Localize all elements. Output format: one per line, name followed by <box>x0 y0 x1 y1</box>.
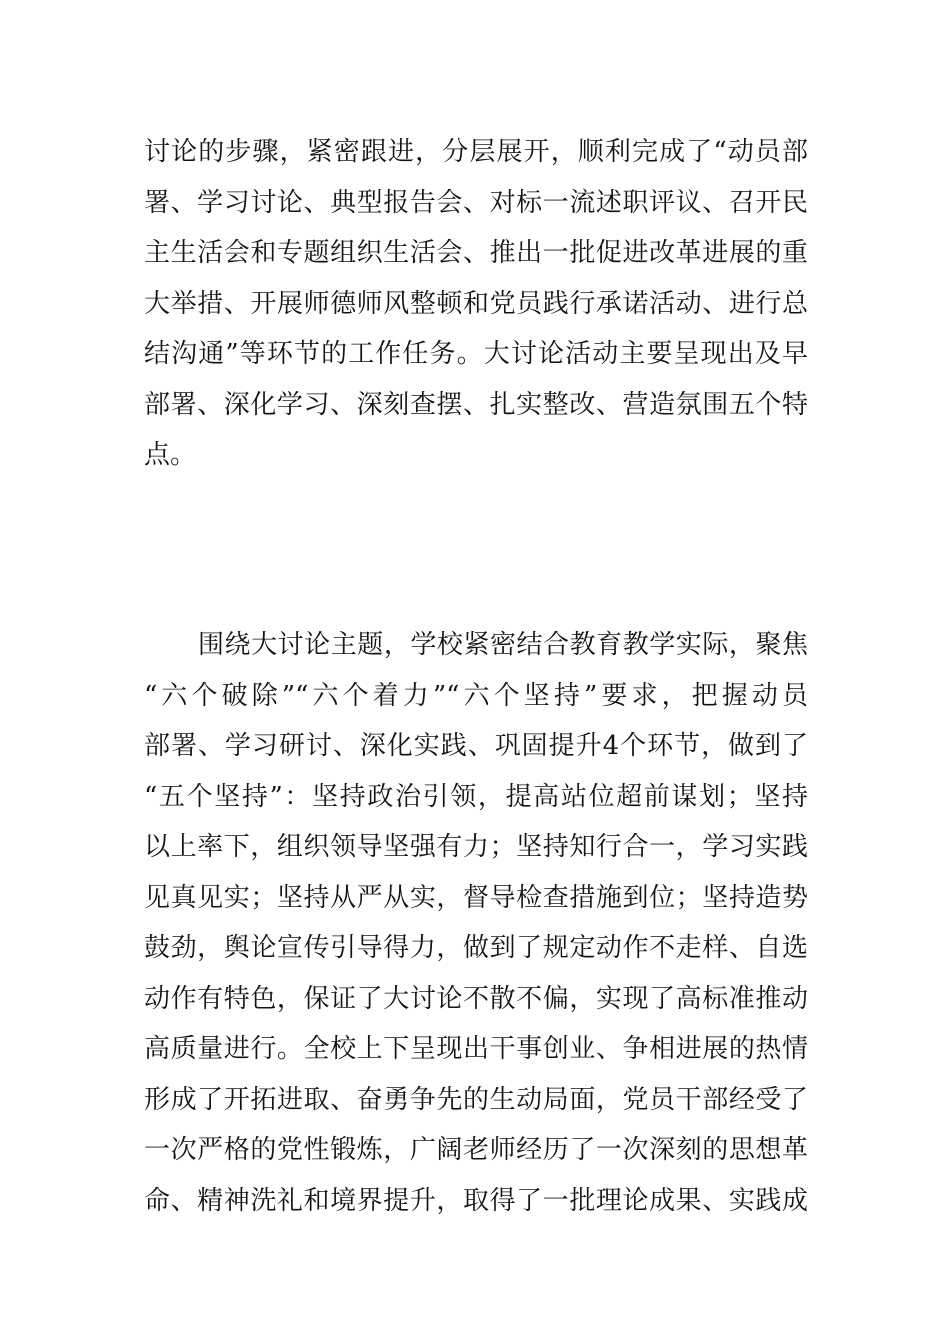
text-line: 结沟通”等环节的工作任务。大讨论活动主要呈现出及早 <box>144 339 808 369</box>
paragraph-2 <box>144 620 808 1226</box>
text-line: 讨论的步骤，紧密跟进，分层展开，顺利完成了“动员部 <box>144 137 808 167</box>
text-line: 部署、学习研讨、深化实践、巩固提升4个环节，做到了 <box>144 731 808 761</box>
text-line: 高质量进行。全校上下呈现出干事创业、争相进展的热情 <box>144 1034 808 1064</box>
text-line: 形成了开拓进取、奋勇争先的生动局面，党员干部经受了 <box>144 1084 808 1115</box>
text-line: 点。 <box>144 440 197 470</box>
text-line: 命、精神洗礼和境界提升，取得了一批理论成果、实践成 <box>144 1185 808 1216</box>
text-line: 大举措、开展师德师风整顿和党员践行承诺活动、进行总 <box>144 288 808 319</box>
paragraph-1 <box>144 127 808 481</box>
text-line: 主生活会和专题组织生活会、推出一批促进改革进展的重 <box>144 238 808 268</box>
text-line: 以上率下，组织领导坚强有力；坚持知行合一，学习实践 <box>144 832 808 862</box>
text-line: “六个破除”“六个着力”“六个坚持”要求，把握动员 <box>144 680 808 711</box>
text-line: 动作有特色，保证了大讨论不散不偏，实现了高标准推动 <box>144 983 808 1014</box>
text-line: 署、学习讨论、典型报告会、对标一流述职评议、召开民 <box>144 187 808 218</box>
text-line: 部署、深化学习、深刻查摆、扎实整改、营造氛围五个特 <box>144 389 808 420</box>
text-line: “五个坚持”：坚持政治引领，提高站位超前谋划；坚持 <box>144 781 808 812</box>
text-line: 鼓劲，舆论宣传引导得力，做到了规定动作不走样、自选 <box>144 933 808 963</box>
text-line-indented: 围绕大讨论主题，学校紧密结合教育教学实际，聚焦 <box>198 630 808 660</box>
text-line: 见真见实；坚持从严从实，督导检查措施到位；坚持造势 <box>144 882 808 913</box>
text-line: 一次严格的党性锻炼，广阔老师经历了一次深刻的思想革 <box>144 1135 808 1165</box>
